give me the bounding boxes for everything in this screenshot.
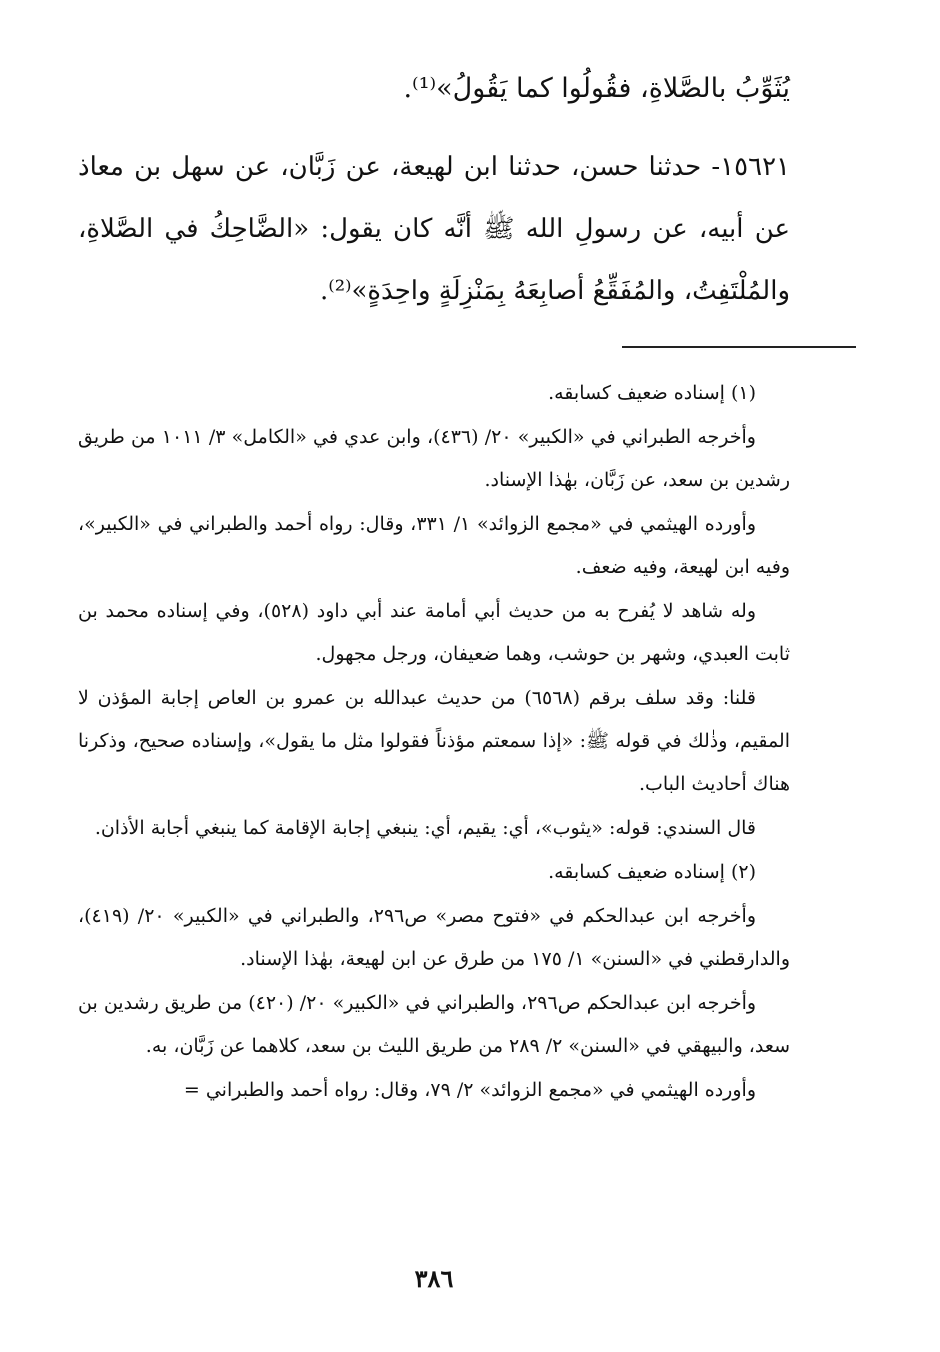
- footnote-paragraph: قلنا: وقد سلف برقم (٦٥٦٨) من حديث عبدالله بن عمرو بن العاص إجابة المؤذن لا المقيم، وذٰلك في قوله ﷺ: «إذا سمعتم مؤذناً فقولوا مثل ما يقول»، وإسناده صحيح، وذكرنا هناك أحاديث الباب.: [78, 687, 790, 795]
- footnote-divider: [622, 346, 856, 348]
- footnote-paragraph: وأورده الهيثمي في «مجمع الزوائد» ٢/ ٧٩، وقال: رواه أحمد والطبراني =: [183, 1079, 756, 1101]
- footnote-paragraph: وأخرجه الطبراني في «الكبير» ٢٠/ (٤٣٦)، وابن عدي في «الكامل» ٣/ ١٠١١ من طريق رشدين بن سعد، عن زَبَّان، بهٰذا الإسناد.: [78, 426, 790, 491]
- footnote-paragraph: وأخرجه ابن عبدالحكم ص٢٩٦، والطبراني في «الكبير» ٢٠/ (٤٢٠) من طريق رشدين بن سعد، والبيهقي في «السنن» ٢/ ٢٨٩ من طريق الليث بن سعد، كلاهما عن زَبَّان، به.: [78, 992, 790, 1057]
- footnote-paragraph: (١) إسناده ضعيف كسابقه.: [548, 382, 756, 404]
- book-page: [78, 58, 790, 1293]
- footnote-paragraph: وله شاهد لا يُفرح به من حديث أبي أمامة عند أبي داود (٥٢٨)، وفي إسناده محمد بن ثابت العبدي، وشهر بن حوشب، وهما ضعيفان، ورجل مجهول.: [78, 600, 790, 665]
- footnote-paragraph: وأورده الهيثمي في «مجمع الزوائد» ١/ ٣٣١، وقال: رواه أحمد والطبراني في «الكبير»، وفيه ابن لهيعة، وفيه ضعف.: [78, 513, 790, 578]
- continued-text-line: يُثَوِّبُ بالصَّلاةِ، فقُولُوا كما يَقُولُ»⁽¹⁾.: [403, 73, 790, 104]
- hadith-paragraph: ١٥٦٢١- حدثنا حسن، حدثنا ابن لهيعة، عن زَبَّان، عن سهل بن معاذ عن أبيه، عن رسولِ الله ﷺ أنَّه كان يقول: «الضَّاحِكُ في الصَّلاةِ، والمُلْتَفِتُ، والمُفَقِّعُ أصابِعَهُ بِمَنْزِلَةٍ واحِدَةٍ»⁽²⁾.: [78, 152, 790, 306]
- footnote-paragraph: قال السندي: قوله: «يثوب»، أي: يقيم، أي: ينبغي إجابة الإقامة كما ينبغي أجابة الأذان.: [94, 817, 756, 839]
- footnote-paragraph: (٢) إسناده ضعيف كسابقه.: [548, 861, 756, 883]
- page-number: ٣٨٦: [414, 1264, 454, 1293]
- footnotes-section: [78, 372, 790, 1113]
- footnote-paragraph: وأخرجه ابن عبدالحكم في «فتوح مصر» ص٢٩٦، والطبراني في «الكبير» ٢٠/ (٤١٩)، والدارقطني في «السنن» ١/ ١٧٥ من طرق عن ابن لهيعة، بهٰذا الإسناد.: [78, 905, 790, 970]
